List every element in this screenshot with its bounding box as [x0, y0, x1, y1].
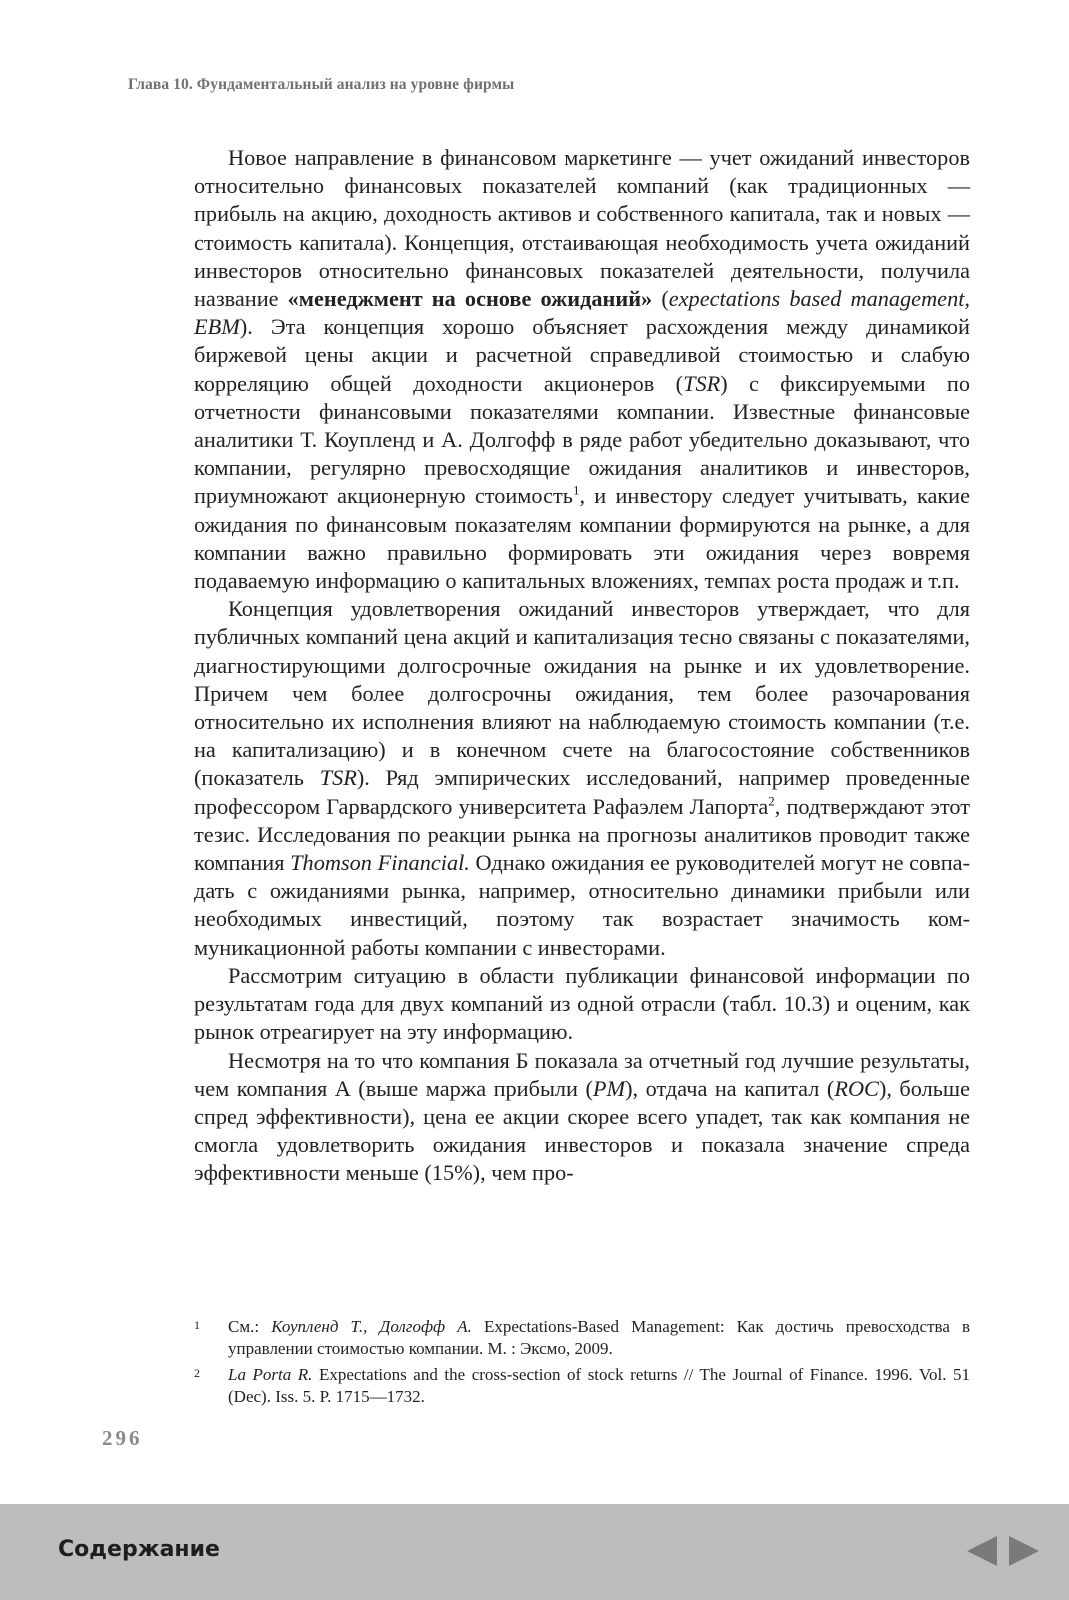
footnote-2: 2 La Porta R. Expectations and the cross-section of stock returns // The Journal of Finance. 1996. Vol. 51 (Dec). Iss. 5. P. 1715—1732.: [194, 1365, 971, 1406]
paragraph-3: Рассмотрим ситуацию в области публикации финансовой информации по результатам года для двух компаний из одной отрасли (табл. 10.3) и оценим, как рынок отреагирует на эту информацию.: [194, 962, 970, 1045]
paragraph-4: Несмотря на то что компания Б показала за отчетный год лучшие результаты, чем компания А (выше маржа прибыли (PM), отдача на капитал (ROC), больше спред эффективности), цена ее акции скорее всего упадет, так как компания не смогла удовлетворить ожидания инвесторов и показала значение спреда эффективности меньше (15%), чем про-: [194, 1047, 970, 1186]
tsr-abbr: TSR: [319, 765, 357, 791]
paragraph-1: Новое направление в финансовом маркетинге — учет ожиданий инвесторов относительно финансовых показателей компаний (как традиционных — прибыль на акцию, доходность активов и собственного капитала, так и новых — стоимость капитала). Концепция, отстаивающая необходимость учета ожиданий инвесторов относительно финансовых показателей деятельности, получила название «менеджмент на основе ожиданий» (expectations based management, EBM). Эта концепция хорошо объясняет расхождения между динамикой биржевой цены акции и расчетной справедливой стоимостью и слабую корреляцию общей доходности акционеров (TSR) с фиксируемыми по отчетности финансовыми показателями компании. Известные финансовые аналитики Т. Коупленд и А. Долгофф в ряде работ убедительно доказывают, что компании, регулярно превосходящие ожидания аналитиков и инвесторов, приумножают акционерную стоимость$^1$, и инвестору следует учитывать, какие ожидания по финансовым показателям компании формируются на рынке, а для компании важно правильно формировать эти ожидания через вовремя подаваемую информацию о капитальных вложениях, темпах роста продаж и т.п.: [194, 145, 970, 594]
footnotes: [194, 1316, 970, 1412]
page-nav: [965, 1534, 1041, 1568]
footnote-ref-2[interactable]: 2: [768, 793, 775, 809]
tsr-abbr: TSR: [683, 370, 721, 396]
pm-abbr: PM: [592, 1075, 626, 1101]
main-text: [194, 144, 970, 1188]
triangle-right-icon[interactable]: [1007, 1534, 1041, 1568]
roc-abbr: ROC: [834, 1075, 879, 1101]
italic-term: expectations based management, EBM: [194, 286, 970, 340]
triangle-left-icon[interactable]: [965, 1534, 999, 1568]
footnote-ref-1[interactable]: 1: [572, 483, 580, 498]
footnote-1: 1 См.: Коупленд Т., Долгофф А. Expectations-Based Management: Как достичь превосходства в управлении стоимостью компании. М. : Эксмо, 2009.: [194, 1317, 970, 1358]
bold-term: «менеджмент на основе ожиданий»: [287, 286, 653, 312]
footnote-authors: Коупленд Т., Долгофф А.: [271, 1317, 472, 1336]
footnote-authors: La Porta R.: [228, 1365, 313, 1384]
running-title: Глава 10. Фундаментальный анализ на уровне фирмы: [128, 76, 515, 93]
footnote-number: 1: [194, 1318, 200, 1332]
contents-link[interactable]: Содержание: [58, 1536, 220, 1562]
company-name: Thomson Financial.: [290, 850, 470, 876]
paragraph-2: Концепция удовлетворения ожиданий инвесторов утверждает, что для публичных компаний цена акций и капитализация тесно связаны с показателями, диагностирующими долгосрочные ожидания на рынке и их удовлетворение. Причем чем более долгосрочны ожидания, тем более разочарования относительно их исполнения влияют на наблюдаемую стоимость компании (т.е. на капитализацию) и в конечном счете на благосостояние собственников (показатель TSR). Ряд эмпирических исследований, например проведенные профессором Гарвардского университета Рафаэлем Лапорта$^2$, подтверждают этот тезис. Исследования по реакции рынка на прогнозы аналитиков проводит также компания Thomson Financial. Однако ожидания ее руководителей могут не совпадать с ожиданиями рынка, например, относительно динамики прибыли или необходимых инвестиций, поэтому так возрастает значимость коммуникационной работы компании с инвесторами.: [194, 596, 970, 960]
footnote-number: 2: [194, 1366, 200, 1380]
bottom-navigation-bar: [0, 1504, 1069, 1600]
page-number: 296: [102, 1426, 143, 1450]
